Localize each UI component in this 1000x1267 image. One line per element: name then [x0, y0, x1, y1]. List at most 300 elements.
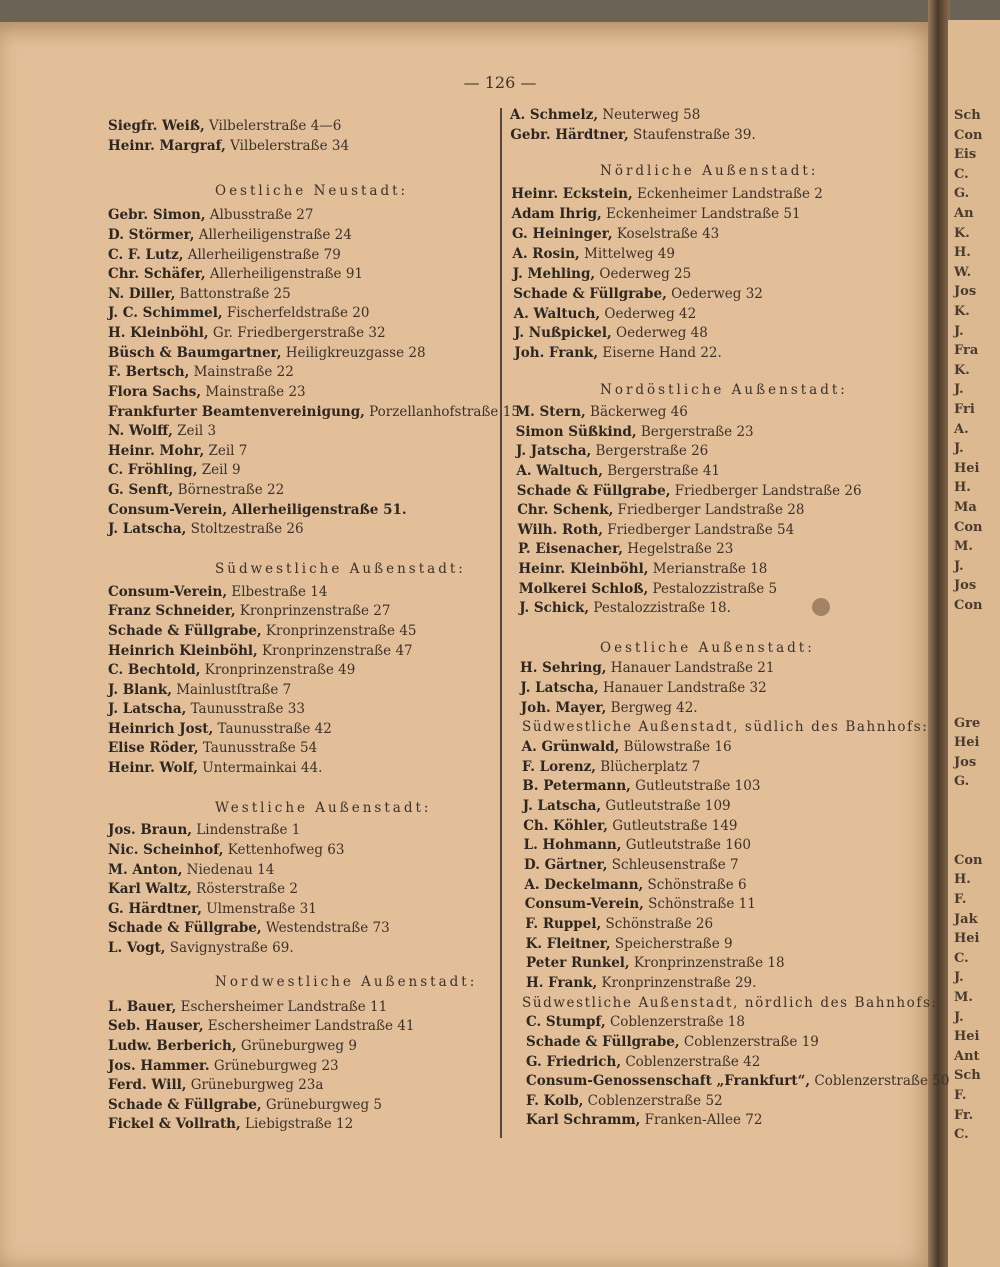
directory-entry: [108, 1077, 323, 1093]
entry-address: Mainstraße 22: [189, 364, 294, 380]
directory-entry: [516, 463, 720, 479]
entry-address: Börnestraße 22: [173, 482, 285, 498]
entry-address: Mainstraße 23: [201, 384, 306, 400]
entry-address: Kettenhofweg 63: [223, 842, 345, 858]
entry-name: M. Stern,: [515, 404, 586, 420]
entry-name: Peter Runkel,: [526, 955, 630, 971]
entry-name: Wilh. Roth,: [517, 522, 603, 538]
entry-address: Albusstraße 27: [205, 207, 314, 223]
directory-entry: [108, 701, 305, 717]
directory-entry: [522, 739, 732, 755]
directory-entry: [108, 423, 216, 439]
entry-address: Bergerstraße 23: [636, 424, 754, 440]
entry-address: Coblenzerstraße 18: [605, 1014, 745, 1030]
entry-address: Grüneburgweg 5: [261, 1097, 383, 1113]
entry-name: Schade & Füllgrabe,: [526, 1034, 680, 1050]
entry-name: Gebr. Härdtner,: [510, 127, 629, 143]
entry-address: Friedberger Landstraße 28: [613, 502, 805, 518]
directory-entry: [526, 1073, 949, 1089]
next-page-fragment: Hei: [954, 931, 980, 947]
entry-address: Porzellanhofstraße 15: [364, 404, 520, 420]
directory-entry: [108, 286, 291, 302]
entry-name: Schade & Füllgrabe,: [108, 623, 262, 639]
next-page-fragment: Jos: [954, 754, 977, 770]
entry-name: A. Waltuch,: [516, 463, 603, 479]
directory-entry: [510, 127, 755, 143]
entry-name: D. Gärtner,: [524, 857, 608, 873]
entry-name: C. Bechtold,: [108, 662, 201, 678]
directory-entry: [526, 1093, 723, 1109]
entry-name: Ch. Köhler,: [523, 818, 608, 834]
directory-entry: [521, 700, 698, 716]
directory-entry: [108, 266, 363, 282]
entry-address: Mainlustſtraße 7: [171, 682, 292, 698]
entry-address: Grüneburgweg 9: [236, 1038, 357, 1054]
entry-name: A. Grünwald,: [521, 739, 620, 755]
entry-name: L. Vogt,: [108, 940, 166, 956]
entry-name: Jos. Braun,: [108, 822, 192, 838]
next-page-fragment: H.: [954, 480, 971, 496]
directory-entry: [524, 857, 739, 873]
directory-entry: [108, 1097, 382, 1113]
entry-name: F. Ruppel,: [525, 916, 602, 932]
entry-address: Eiserne Hand 22.: [598, 345, 722, 361]
entry-name: Karl Schramm,: [526, 1112, 641, 1128]
directory-entry: [108, 462, 241, 478]
directory-entry: [524, 837, 751, 853]
entry-address: Kronprinzenstraße 29.: [597, 975, 757, 991]
entry-name: N. Diller,: [108, 286, 176, 302]
directory-entry: [108, 999, 387, 1015]
entry-name: G. Heininger,: [512, 226, 613, 242]
entry-address: Allerheiligenstraße 79: [183, 247, 341, 263]
entry-name: Jos. Hammer.: [108, 1058, 210, 1074]
next-page-fragment: Gre: [954, 715, 981, 731]
directory-entry: [516, 443, 708, 459]
section-heading: Nördliche Außenstadt:: [600, 163, 819, 179]
directory-entry: [108, 345, 426, 361]
entry-name: Heinr. Eckstein,: [511, 186, 633, 202]
directory-entry: [108, 721, 332, 737]
next-page-fragment: J.: [954, 1009, 964, 1025]
directory-entry: [108, 662, 355, 678]
section-heading: Südwestliche Außenstadt, nördlich des Bahnhofs:: [522, 995, 938, 1011]
next-page-fragment: J.: [954, 441, 964, 457]
directory-entry: [108, 482, 284, 498]
entry-name: Consum-Verein,: [524, 896, 644, 912]
directory-entry: [518, 522, 795, 538]
entry-address: Kronprinzenstraße 18: [629, 955, 785, 971]
directory-entry: [518, 561, 767, 577]
entry-address: Friedberger Landstraße 26: [670, 483, 862, 499]
next-page-fragment: Con: [954, 519, 983, 535]
entry-address: Gr. Friedbergerstraße 32: [208, 325, 386, 341]
next-page-fragment: G.: [954, 186, 970, 202]
entry-name: Joh. Frank,: [514, 345, 599, 361]
entry-name: Karl Waltz,: [108, 881, 192, 897]
directory-entry: [513, 286, 763, 302]
entry-address: Untermainkai 44.: [197, 760, 323, 776]
entry-address: Speicherstraße 9: [610, 936, 733, 952]
entry-address: Battonstraße 25: [175, 286, 291, 302]
next-page-fragment: Fra: [954, 343, 979, 359]
directory-entry: [108, 603, 390, 619]
entry-name: Simon Süßkind,: [515, 424, 637, 440]
next-page-fragment: Hei: [954, 735, 980, 751]
entry-address: Eschersheimer Landstraße 11: [176, 999, 388, 1015]
next-page-fragment: F.: [954, 1088, 967, 1103]
entry-address: Grüneburgweg 23a: [186, 1077, 324, 1093]
directory-entry: [108, 1058, 339, 1074]
directory-entry: [108, 862, 274, 878]
entry-name: Flora Sachs,: [108, 384, 202, 400]
next-page-fragment: M.: [954, 539, 973, 555]
directory-entry: [108, 901, 317, 917]
entry-address: Bergweg 42.: [606, 700, 698, 716]
entry-address: Kronprinzenstraße 45: [261, 623, 417, 639]
entry-address: Grüneburgweg 23: [209, 1058, 339, 1074]
section-heading: Südwestliche Außenstadt, südlich des Bahnhofs:: [522, 719, 929, 735]
next-page-fragment: K.: [954, 362, 970, 378]
entry-address: Gutleutstraße 103: [630, 778, 761, 794]
entry-name: P. Eisenacher,: [518, 541, 623, 557]
entry-address: Staufenstraße 39.: [628, 127, 756, 143]
directory-entry: [108, 760, 322, 776]
directory-entry: [108, 227, 352, 243]
entry-name: J. Schick,: [519, 600, 590, 616]
entry-name: G. Friedrich,: [526, 1054, 622, 1070]
entry-name: F. Kolb,: [526, 1093, 584, 1109]
next-page-fragment: Sch: [954, 1068, 981, 1084]
entry-name: A. Deckelmann,: [524, 877, 644, 893]
next-page-fragment: Sch: [954, 108, 981, 123]
entry-name: Consum-Verein, Allerheiligenstraße 51.: [108, 502, 407, 518]
entry-name: K. Fleitner,: [525, 936, 611, 952]
entry-address: Allerheiligenstraße 24: [194, 227, 352, 243]
entry-address: Koselstraße 43: [612, 226, 720, 242]
entry-name: Seb. Hauser,: [108, 1018, 204, 1034]
entry-name: C. Stumpf,: [526, 1014, 606, 1030]
entry-address: Taunusstraße 33: [186, 701, 305, 717]
entry-name: J. Mehling,: [512, 266, 596, 282]
entry-address: Bäckerweg 46: [585, 404, 688, 420]
entry-address: Schönstraße 11: [643, 896, 756, 912]
entry-address: Fischerfeldstraße 20: [222, 305, 370, 321]
entry-name: A. Schmelz,: [510, 107, 599, 123]
entry-name: Heinr. Kleinböhl,: [518, 561, 649, 577]
directory-entry: [526, 955, 785, 971]
entry-name: D. Störmer,: [108, 227, 195, 243]
directory-entry: [108, 1018, 414, 1034]
entry-name: Fickel & Vollrath,: [108, 1116, 241, 1132]
next-page-fragment: M.: [954, 990, 973, 1005]
next-page-fragment: Jos: [954, 284, 977, 300]
entry-address: Gutleutstraße 149: [607, 818, 738, 834]
directory-entry: [108, 1116, 353, 1132]
next-page-fragment: J.: [954, 382, 964, 398]
directory-entry: [108, 623, 417, 639]
next-page-fragment: G.: [954, 774, 970, 790]
entry-address: Hanauer Landstraße 21: [606, 660, 775, 676]
next-page-fragment: H.: [954, 245, 971, 261]
next-page-fragment: C.: [954, 950, 969, 966]
entry-name: Nic. Scheinhof,: [108, 842, 224, 858]
entry-address: Taunusstraße 54: [198, 740, 318, 756]
next-page-fragment: Con: [954, 127, 983, 143]
entry-address: Pestalozzistraße 18.: [589, 600, 731, 616]
next-page-fragment: An: [954, 206, 974, 221]
directory-entry: [108, 842, 344, 858]
directory-entry: [515, 404, 688, 420]
entry-address: Ulmenstraße 31: [201, 901, 317, 917]
directory-entry: [108, 247, 341, 263]
next-page-fragment: K.: [954, 304, 970, 319]
entry-address: Zeil 3: [172, 423, 217, 439]
directory-entry: [514, 306, 697, 322]
entry-name: Büsch & Baumgartner,: [108, 345, 282, 361]
section-heading: Südwestliche Außenstadt:: [215, 561, 466, 577]
directory-entry: [511, 186, 823, 202]
directory-entry: [512, 226, 719, 242]
entry-name: J. Latscha,: [108, 701, 187, 717]
entry-address: Oederweg 42: [600, 306, 697, 322]
entry-address: Vilbelerstraße 4—6: [204, 118, 342, 134]
entry-name: G. Senft,: [108, 482, 174, 498]
entry-name: Adam Ihrig,: [511, 206, 602, 222]
entry-address: Allerheiligenstraße 91: [205, 266, 364, 282]
entry-address: Lindenstraße 1: [192, 822, 301, 838]
entry-name: Joh. Mayer,: [520, 700, 607, 716]
entry-address: Taunusstraße 42: [213, 721, 332, 737]
entry-name: J. Latscha,: [520, 680, 599, 696]
next-page-fragment: Jak: [954, 911, 978, 927]
directory-entry: [517, 502, 804, 518]
section-heading: Nordwestliche Außenstadt:: [215, 974, 478, 990]
entry-address: Oederweg 25: [595, 266, 692, 282]
directory-entry: [519, 581, 777, 597]
entry-name: Molkerei Schloß,: [518, 581, 649, 597]
entry-name: Heinrich Jost,: [108, 721, 214, 737]
directory-entry: [108, 881, 298, 897]
next-page-fragment: Fr.: [954, 1107, 974, 1123]
directory-entry: [108, 404, 520, 420]
entry-name: L. Bauer,: [108, 999, 177, 1015]
directory-entry: [518, 541, 733, 557]
directory-entry: [514, 325, 708, 341]
entry-address: Kronprinzenstraße 49: [200, 662, 356, 678]
entry-name: Elise Röder,: [108, 740, 199, 756]
entry-name: Ferd. Will,: [108, 1077, 187, 1093]
entry-name: G. Härdtner,: [108, 901, 202, 917]
next-page-fragment: Fri: [954, 402, 975, 417]
entry-address: Neuterweg 58: [598, 107, 701, 123]
next-page-fragment: A.: [954, 421, 969, 437]
directory-entry: [108, 682, 291, 698]
directory-entry: [108, 920, 390, 936]
entry-address: Savignystraße 69.: [165, 940, 294, 956]
directory-entry: [512, 246, 675, 262]
directory-entry: [526, 1034, 819, 1050]
entry-name: C. Fröhling,: [108, 462, 198, 478]
entry-name: J. Nußpickel,: [514, 325, 612, 341]
entry-address: Zeil 7: [204, 443, 248, 459]
directory-entry: [520, 660, 774, 676]
entry-name: Frankfurter Beamtenvereinigung,: [108, 404, 365, 420]
entry-name: N. Wolff,: [108, 423, 173, 439]
entry-address: Bergerstraße 41: [602, 463, 720, 479]
entry-name: J. C. Schimmel,: [108, 305, 223, 321]
next-page-edge: [948, 20, 1000, 1267]
entry-name: Chr. Schäfer,: [108, 266, 206, 282]
entry-address: Merianstraße 18: [648, 561, 768, 577]
next-page-fragment: H.: [954, 872, 971, 888]
entry-name: C. F. Lutz,: [108, 247, 184, 263]
entry-name: A. Waltuch,: [513, 306, 601, 322]
entry-name: J. Latscha,: [522, 798, 602, 814]
section-heading: Westliche Außenstadt:: [215, 800, 432, 816]
entry-address: Eckenheimer Landstraße 2: [632, 186, 823, 202]
directory-entry: [522, 778, 760, 794]
directory-entry: [522, 759, 700, 775]
entry-name: L. Hohmann,: [523, 837, 622, 853]
entry-address: Bülowstraße 16: [619, 739, 732, 755]
entry-address: Kronprinzenstraße 27: [235, 603, 391, 619]
next-page-fragment: W.: [954, 264, 972, 280]
paper-stain: [812, 598, 830, 616]
directory-entry: [108, 443, 247, 459]
entry-address: Bergerstraße 26: [591, 443, 709, 459]
directory-entry: [517, 483, 862, 499]
entry-address: Gutleutstraße 109: [601, 798, 731, 814]
entry-address: Schönstraße 6: [643, 877, 747, 893]
directory-entry: [108, 305, 369, 321]
next-page-fragment: F.: [954, 892, 967, 907]
entry-name: Heinr. Margraf,: [108, 138, 226, 154]
entry-address: Eckenheimer Landstraße 51: [601, 206, 801, 222]
directory-entry: [108, 940, 294, 956]
entry-address: Hanauer Landstraße 32: [598, 680, 767, 696]
entry-address: Hegelstraße 23: [622, 541, 734, 557]
next-page-fragment: Eis: [954, 147, 977, 163]
directory-entry: [523, 818, 737, 834]
entry-name: Siegfr. Weiß,: [108, 118, 205, 134]
entry-address: Oederweg 48: [611, 325, 708, 341]
entry-address: Stoltzestraße 26: [186, 521, 304, 537]
entry-name: F. Bertsch,: [108, 364, 190, 380]
entry-address: Pestalozzistraße 5: [648, 581, 778, 597]
entry-address: Kronprinzenstraße 47: [257, 643, 413, 659]
entry-name: J. Blank,: [108, 682, 172, 698]
entry-name: Consum-Verein,: [108, 584, 228, 600]
directory-entry: [108, 1038, 357, 1054]
entry-name: Heinrich Kleinböhl,: [108, 643, 258, 659]
entry-name: Consum-Genossenschaft „Frankfurt“,: [526, 1073, 811, 1089]
directory-entry: [108, 584, 328, 600]
directory-entry: [108, 502, 407, 518]
entry-name: M. Anton,: [108, 862, 183, 878]
entry-name: H. Frank,: [526, 975, 598, 991]
entry-address: Coblenzerstraße 19: [679, 1034, 819, 1050]
directory-entry: [514, 345, 721, 361]
entry-address: Coblenzerstraße 50: [810, 1073, 950, 1089]
directory-entry: [108, 740, 317, 756]
next-page-fragment: Ant: [954, 1048, 980, 1064]
entry-address: Niedenau 14: [182, 862, 275, 878]
directory-entry: [525, 896, 756, 912]
directory-entry: [510, 107, 700, 123]
entry-address: Blücherplatz 7: [596, 759, 701, 775]
directory-entry: [519, 600, 731, 616]
entry-address: Elbestraße 14: [227, 584, 328, 600]
entry-name: B. Petermann,: [522, 778, 631, 794]
directory-entry: [512, 206, 801, 222]
entry-address: Mittelweg 49: [579, 246, 675, 262]
next-page-fragment: Con: [954, 852, 983, 868]
next-page-fragment: C.: [954, 1127, 969, 1143]
entry-address: Heiligkreuzgasse 28: [281, 345, 426, 361]
directory-entry: [108, 822, 300, 838]
directory-entry: [526, 1112, 762, 1128]
entry-address: Vilbelerstraße 34: [225, 138, 350, 154]
directory-entry: [108, 207, 313, 223]
next-page-fragment: J.: [954, 558, 964, 574]
entry-name: F. Lorenz,: [522, 759, 597, 775]
directory-entry: [526, 975, 756, 991]
directory-entry: [108, 521, 304, 537]
next-page-fragment: Hei: [954, 1029, 980, 1045]
section-heading: Oestliche Neustadt:: [215, 183, 409, 199]
entry-name: Chr. Schenk,: [517, 502, 614, 518]
next-page-fragment: J.: [954, 323, 964, 339]
entry-address: Westendstraße 73: [261, 920, 390, 936]
directory-entry: [108, 643, 413, 659]
entry-name: Franz Schneider,: [108, 603, 236, 619]
directory-entry: [108, 138, 349, 154]
entry-address: Rösterstraße 2: [191, 881, 299, 897]
column-divider: [500, 108, 502, 1138]
next-page-fragment: Con: [954, 598, 983, 613]
entry-address: Liebigstraße 12: [240, 1116, 354, 1132]
entry-name: J. Jatscha,: [516, 443, 592, 459]
directory-entry: [108, 325, 386, 341]
entry-name: H. Kleinböhl,: [108, 325, 209, 341]
entry-address: Coblenzerstraße 42: [621, 1054, 761, 1070]
entry-address: Eschersheimer Landstraße 41: [203, 1018, 415, 1034]
directory-entry: [523, 798, 731, 814]
next-page-fragment: Hei: [954, 460, 980, 476]
directory-entry: [108, 364, 294, 380]
entry-address: Oederweg 32: [666, 286, 763, 302]
directory-entry: [108, 118, 341, 134]
next-page-fragment: C.: [954, 166, 969, 182]
directory-entry: [108, 384, 306, 400]
entry-address: Gutleutstraße 160: [621, 837, 751, 853]
section-heading: Oestliche Außenstadt:: [600, 640, 815, 656]
next-page-fragment: K.: [954, 225, 970, 241]
directory-entry: [526, 1054, 760, 1070]
entry-name: Schade & Füllgrabe,: [108, 920, 262, 936]
entry-address: Coblenzerstraße 52: [583, 1093, 723, 1109]
entry-address: Zeil 9: [197, 462, 241, 478]
next-page-fragment: Jos: [954, 578, 977, 594]
entry-address: Friedberger Landstraße 54: [602, 522, 795, 538]
next-page-fragment: Ma: [954, 500, 977, 515]
directory-entry: [520, 680, 766, 696]
directory-entry: [516, 424, 754, 440]
entry-name: H. Sehring,: [520, 660, 607, 676]
page-number: — 126 —: [463, 73, 537, 92]
entry-name: A. Rosin,: [512, 246, 580, 262]
